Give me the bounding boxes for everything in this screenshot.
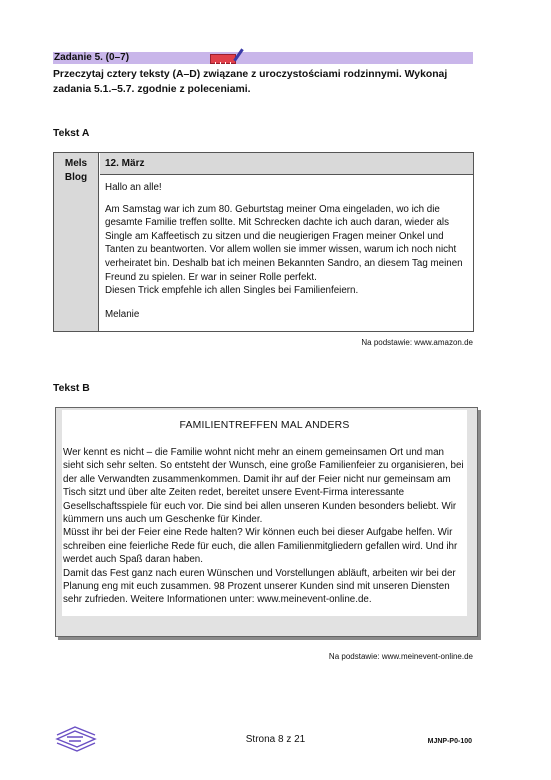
blog-greeting: Hallo an alle!	[105, 182, 162, 193]
blog-body	[105, 181, 469, 329]
advert-text	[63, 446, 467, 607]
blog-side-label: Mels Blog	[54, 153, 99, 331]
task-instruction: Przeczytaj cztery teksty (A–D) związane z uroczystościami rodzinnymi. Wykonaj zadania 5.1.–5.7. zgodnie z poleceniami.	[53, 69, 448, 95]
advert-paragraph-3: Damit das Fest ganz nach euren Wünschen und Vorstellungen abläuft, arbeiten wir bei der Planung eng mit euch zusammen. 98 Prozent unserer Kunden sind mit unseren Diensten sehr zufrieden. Weitere Informationen unter: www.meinevent-online.de.	[63, 567, 456, 606]
advert-title: FAMILIENTREFFEN MAL ANDERS	[179, 420, 350, 431]
advert-paragraph-1: Wer kennt es nicht – die Familie wohnt nicht mehr an einem gemeinsamen Ort und man sieht sich sehr selten. So entsteht der Wunsch, eine große Familienfeier zu organisieren, bei der alle Verwandten zusammenkommen. Damit ihr auf der Feier nicht nur gemeinsam am Tisch sitzt und über alte Zeiten redet, bereitet unsere Event-Firma interessante Gesellschaftsspiele für euch vor. Die sind bei allen unseren Kunden besonders beliebt. Wir kümmern uns auch um Geschenke für Kinder.	[63, 447, 464, 526]
task-label: Zadanie 5. (0–7)	[54, 52, 130, 63]
advert-paragraph-2: Müsst ihr bei der Feier eine Rede halten? Wir können euch bei dieser Aufgabe helfen. Wir schreiben eine feierliche Rede für euch, die allen Familienmitgliedern gefallen wird. Und ihr werdet auch Spaß daran haben.	[63, 527, 458, 566]
page-number: Strona 8 z 21	[245, 734, 306, 745]
text-b-heading: Tekst B	[53, 383, 90, 394]
blog-signature: Melanie	[105, 308, 140, 320]
advert-inner	[62, 410, 467, 616]
exam-code: MJNP-P0-100	[427, 738, 472, 745]
blog-post	[53, 152, 474, 332]
blog-tip: Diesen Trick empfehle ich allen Singles bei Familienfeiern.	[105, 285, 359, 297]
text-b-source: Na podstawie: www.meinevent-online.de	[328, 652, 473, 661]
text-a-heading: Tekst A	[53, 128, 90, 139]
blog-paragraph: Am Samstag war ich zum 80. Geburtstag meiner Oma eingeladen, wo ich die gesamte Familie treffen sollte. Mit Schrecken dachte ich auch daran, wieder als Single am Kaffeetisch zu sitzen und die neugierigen Fragen meiner Onkel und Tanten zu beantworten. Vor allem wollen sie immer wissen, warum ich noch nicht verheiratet bin. Deshalb bat ich meinen Bekannten Sandro, an diesem Tag meinen Freund zu spielen. Er war in seiner Rolle perfekt.	[105, 203, 463, 283]
blog-date: 12. März	[100, 153, 473, 175]
edit-marker-icon	[210, 54, 236, 64]
text-a-source: Na podstawie: www.amazon.de	[361, 338, 473, 347]
task-header	[53, 52, 473, 64]
advert-box	[55, 407, 478, 637]
